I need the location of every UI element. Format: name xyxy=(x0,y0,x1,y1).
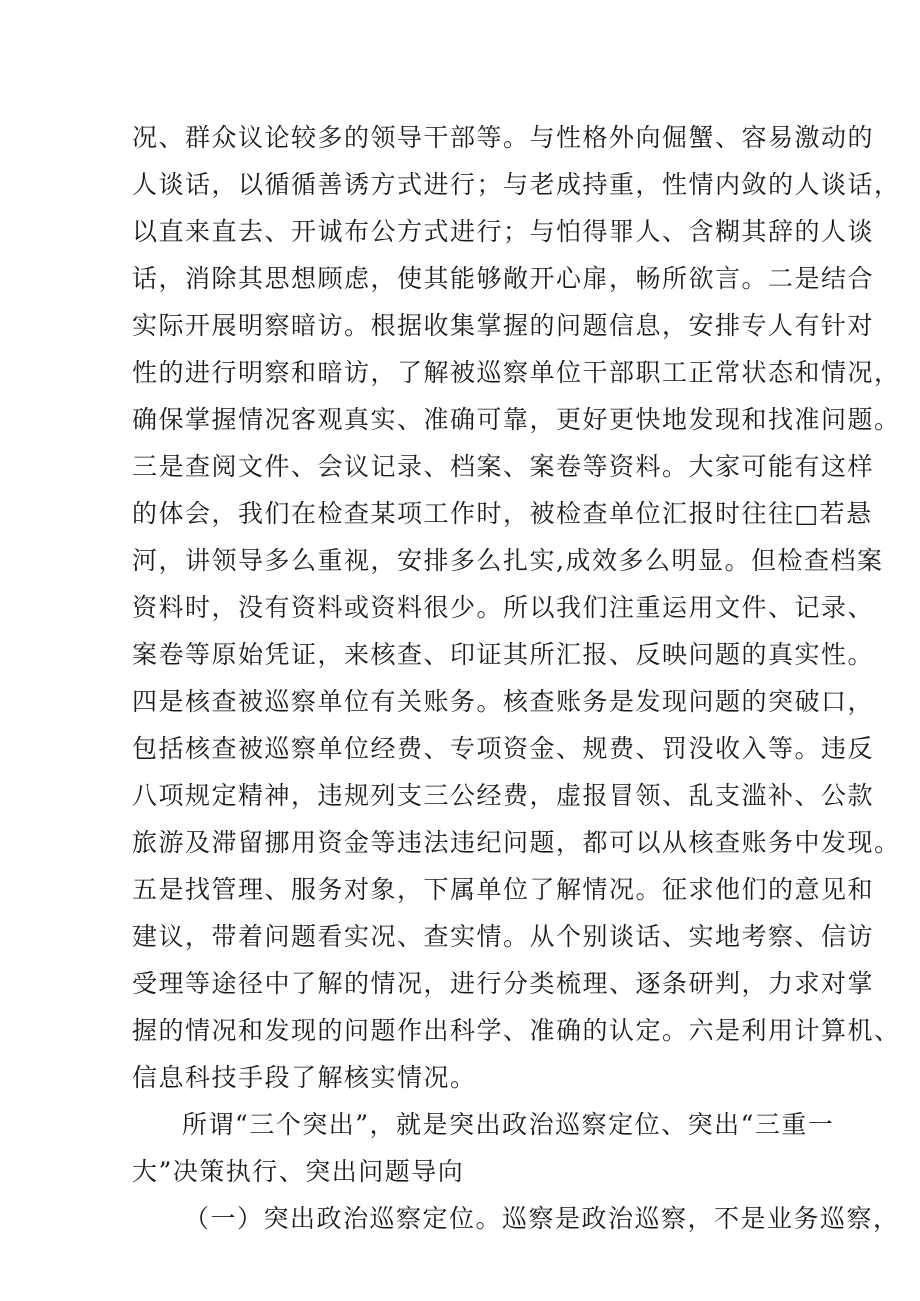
text-line: 五是找管理、服务对象，下属单位了解情况。征求他们的意见和 xyxy=(132,875,875,904)
text-line: 河，讲领导多么重视，安排多么扎实,成效多么明显。但检查档案 xyxy=(132,546,884,575)
text-line: 四是核查被巡察单位有关账务。核查账务是发现问题的突破口， xyxy=(132,687,875,716)
text-line: 三是查阅文件、会议记录、档案、案卷等资料。大家可能有这样 xyxy=(132,452,875,481)
text-line: 信息科技手段了解核实情况。 xyxy=(132,1063,477,1092)
text-line: 实际开展明察暗访。根据收集掌握的问题信息，安排专人有针对 xyxy=(132,311,875,340)
text-line: 大”决策执行、突出问题导向 xyxy=(132,1157,465,1186)
text-line: 八项规定精神，违规列支三公经费，虚报冒领、乱支滥补、公款 xyxy=(132,781,875,810)
body-text xyxy=(132,114,901,1242)
text-line: 受理等途径中了解的情况，进行分类梳理、逐条研判，力求对掌 xyxy=(132,969,875,998)
text-line: 话，消除其思想顾虑，使其能够敞开心扉，畅所欲言。二是结合 xyxy=(132,264,875,293)
text-line: 性的进行明察和暗访，了解被巡察单位干部职工正常状态和情况， xyxy=(132,358,901,387)
text-line: 确保掌握情况客观真实、准确可靠，更好更快地发现和找准问题。 xyxy=(132,405,901,434)
text-line: 人谈话，以循循善诱方式进行；与老成持重，性情内敛的人谈话， xyxy=(132,170,901,199)
text-line: 建议，带着问题看实况、查实情。从个别谈话、实地考察、信访 xyxy=(132,922,875,951)
text-line: 旅游及滞留挪用资金等违法违纪问题，都可以从核查账务中发现。 xyxy=(132,828,901,857)
text-line: 资料时，没有资料或资料很少。所以我们注重运用文件、记录、 xyxy=(132,593,875,622)
text-line: 况、群众议论较多的领导干部等。与性格外向倔蟹、容易激动的 xyxy=(132,123,875,152)
text-line: 案卷等原始凭证，来核查、印证其所汇报、反映问题的真实性。 xyxy=(132,640,875,669)
paragraph-start-line: 所谓“三个突出”，就是突出政治巡察定位、突出“三重一 xyxy=(182,1110,835,1139)
text-line: 包括核查被巡察单位经费、专项资金、规费、罚没收入等。违反 xyxy=(132,734,875,763)
text-line: 握的情况和发现的问题作出科学、准确的认定。六是利用计算机、 xyxy=(132,1016,901,1045)
text-line: 的体会，我们在检查某项工作时，被检查单位汇报时往往□若悬 xyxy=(132,499,873,528)
section-heading-line: （一）突出政治巡察定位。巡察是政治巡察，不是业务巡察， xyxy=(184,1204,900,1233)
text-line: 以直来直去、开诚布公方式进行；与怕得罪人、含糊其辞的人谈 xyxy=(132,217,875,246)
